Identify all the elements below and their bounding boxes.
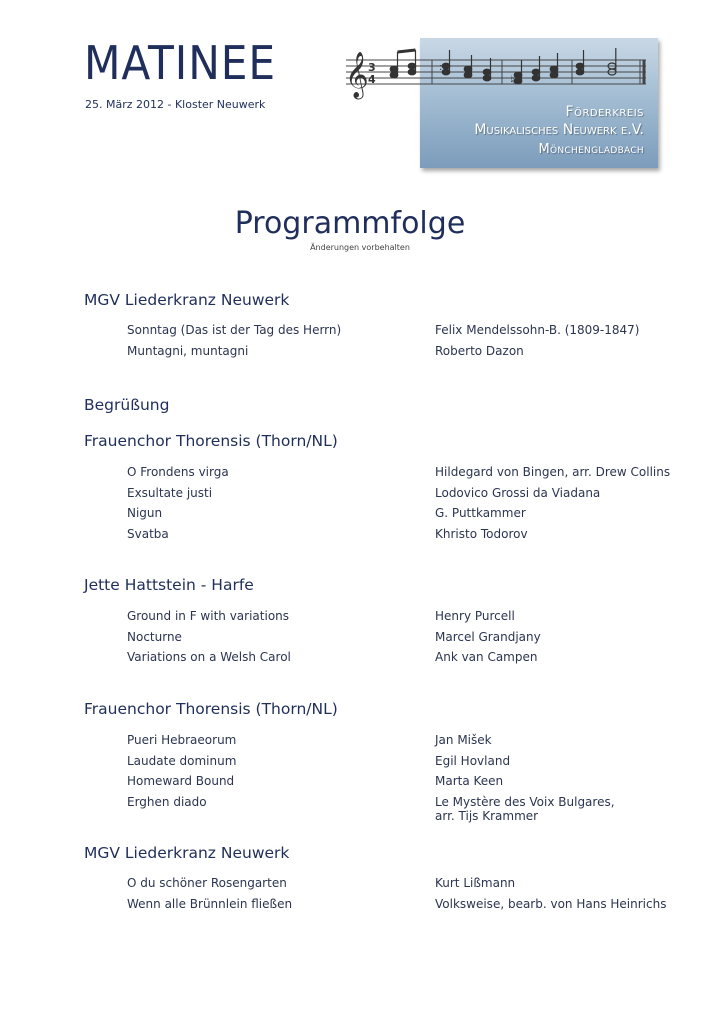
program-item xyxy=(84,506,684,527)
program-section xyxy=(84,432,684,547)
logo-line-3: Mönchengladbach xyxy=(538,142,644,157)
piece-title: Erghen diado xyxy=(127,794,207,809)
piece-title: Wenn alle Brünnlein fließen xyxy=(127,896,293,911)
svg-text:3: 3 xyxy=(368,61,376,74)
program-section xyxy=(84,291,684,364)
piece-title: Nocturne xyxy=(127,629,182,644)
piece-title: Muntagni, muntagni xyxy=(127,343,249,358)
program-item xyxy=(84,733,684,754)
program-section xyxy=(84,844,684,917)
composer-name: Volksweise, bearb. von Hans Heinrichs xyxy=(435,896,667,911)
composer-name: Marcel Grandjany xyxy=(435,629,541,644)
logo-line-1: Förderkreis xyxy=(565,104,644,120)
composer-name: Khristo Todorov xyxy=(435,526,528,541)
program-item xyxy=(84,323,684,344)
program-item xyxy=(84,465,684,486)
composer-name: Ank van Campen xyxy=(435,650,538,664)
logo-line-2: Musikalisches Neuwerk e.V. xyxy=(474,122,644,138)
program-section xyxy=(84,396,684,414)
composer-name: Lodovico Grossi da Viadana xyxy=(435,485,601,500)
program-note: Änderungen vorbehalten xyxy=(310,243,410,252)
program-item xyxy=(84,344,684,365)
section-title: MGV Liederkranz Neuwerk xyxy=(84,844,290,862)
piece-title: Variations on a Welsh Carol xyxy=(127,650,291,664)
composer-name: Hildegard von Bingen, arr. Drew Collins xyxy=(435,465,671,479)
svg-text:4: 4 xyxy=(368,73,376,86)
program-section xyxy=(84,700,684,829)
program-heading: Programmfolge xyxy=(234,206,466,241)
piece-title: O Frondens virga xyxy=(127,465,229,479)
composer-name xyxy=(435,795,615,823)
event-date-location: 25. März 2012 - Kloster Neuwerk xyxy=(85,98,266,111)
program-item xyxy=(84,630,684,651)
composer-name-line-1: Le Mystère des Voix Bulgares, xyxy=(435,794,615,809)
program-item xyxy=(84,876,684,897)
program-item xyxy=(84,650,684,671)
page-title: MATINEE xyxy=(84,36,277,90)
piece-title: Svatba xyxy=(127,526,169,541)
program-item xyxy=(84,897,684,918)
svg-text:𝄞: 𝄞 xyxy=(345,52,369,98)
composer-name: Henry Purcell xyxy=(435,609,515,623)
program-item xyxy=(84,795,684,829)
section-title: Jette Hattstein - Harfe xyxy=(84,576,254,594)
piece-title: Pueri Hebraeorum xyxy=(127,733,237,747)
program-section xyxy=(84,576,684,671)
section-title: Begrüßung xyxy=(84,396,170,414)
composer-name: Jan Mišek xyxy=(435,733,492,747)
music-staff-icon xyxy=(342,38,660,108)
section-title: Frauenchor Thorensis (Thorn/NL) xyxy=(84,432,338,450)
program-item xyxy=(84,609,684,630)
program-item xyxy=(84,754,684,775)
svg-text:♮: ♮ xyxy=(510,73,515,87)
section-title: MGV Liederkranz Neuwerk xyxy=(84,291,290,309)
composer-name-line-2: arr. Tijs Krammer xyxy=(435,808,539,823)
piece-title: Homeward Bound xyxy=(127,774,235,788)
composer-name: Marta Keen xyxy=(435,774,504,788)
piece-title: Ground in F with variations xyxy=(127,609,290,623)
piece-title: Nigun xyxy=(127,506,163,520)
program-item xyxy=(84,527,684,548)
piece-title: Sonntag (Das ist der Tag des Herrn) xyxy=(127,323,342,337)
piece-title: Laudate dominum xyxy=(127,753,237,768)
section-title: Frauenchor Thorensis (Thorn/NL) xyxy=(84,700,338,718)
composer-name: Roberto Dazon xyxy=(435,343,524,358)
composer-name: Felix Mendelssohn-B. (1809-1847) xyxy=(435,323,640,337)
program-item xyxy=(84,486,684,507)
program-item xyxy=(84,774,684,795)
composer-name: Kurt Lißmann xyxy=(435,876,516,890)
piece-title: Exsultate justi xyxy=(127,485,213,500)
composer-name: G. Puttkammer xyxy=(435,506,526,520)
svg-text::: : xyxy=(439,62,443,73)
piece-title: O du schöner Rosengarten xyxy=(127,876,287,890)
composer-name: Egil Hovland xyxy=(435,753,511,768)
foerderkreis-logo xyxy=(342,38,660,170)
